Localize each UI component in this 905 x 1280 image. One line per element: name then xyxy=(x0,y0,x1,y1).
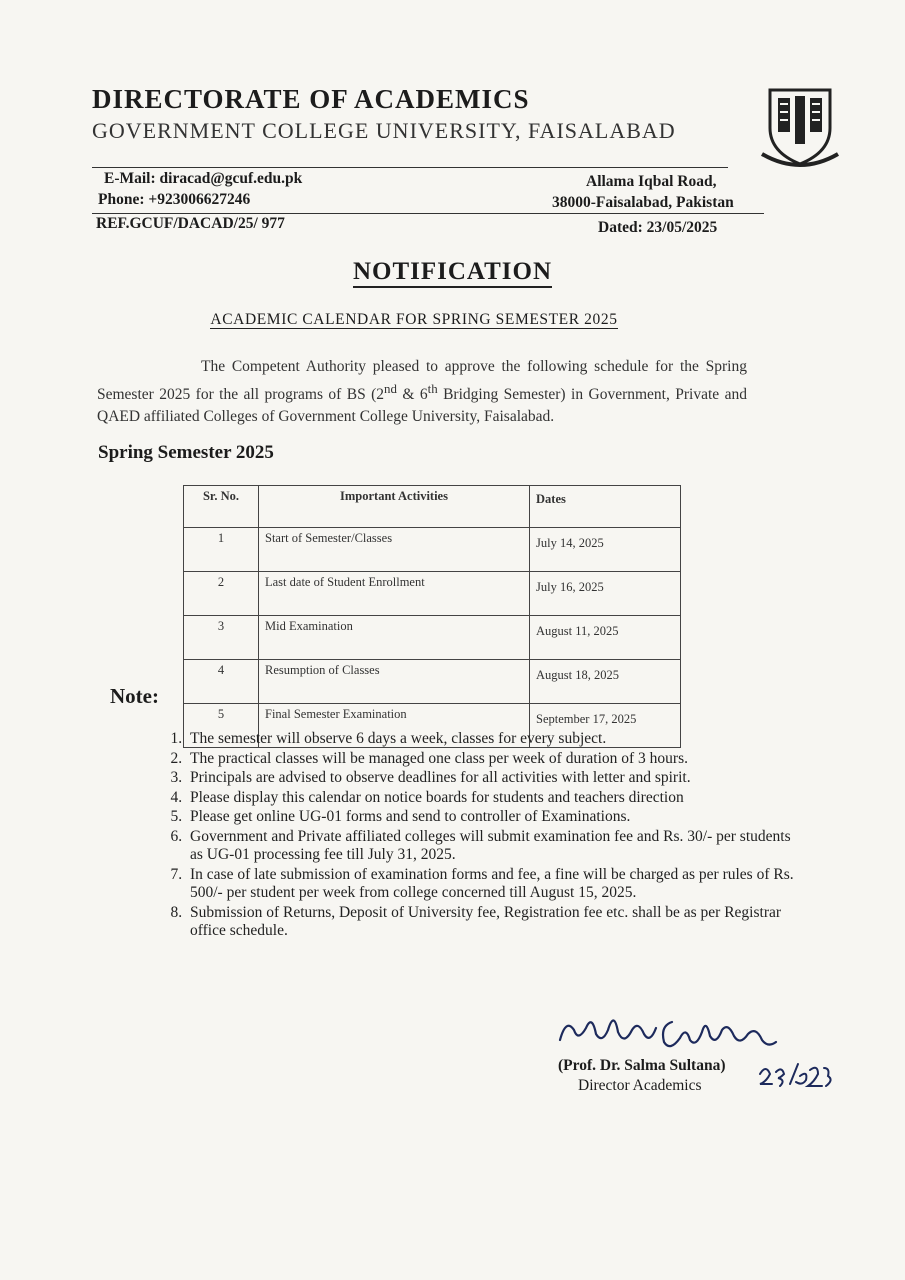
address-line-2: 38000-Faisalabad, Pakistan xyxy=(552,194,734,211)
date-cell: August 11, 2025 xyxy=(530,616,681,660)
university-crest-icon xyxy=(760,84,840,174)
column-header: Sr. No. xyxy=(184,486,259,528)
list-item: 6. Government and Private affiliated colleges will submit examination fee and Rs. 30/- per students as UG-01 processing fee till July 31, 2025. xyxy=(186,828,794,865)
column-header: Dates xyxy=(530,486,681,528)
header-rule-bottom xyxy=(92,213,764,214)
table-row xyxy=(184,528,681,572)
date-cell: July 16, 2025 xyxy=(530,572,681,616)
serial-cell: 4 xyxy=(184,660,259,704)
notification-body: The Competent Authority pleased to approve the following schedule for the Spring Semester 2025 for the all programs of BS (2nd & 6th Bridging Semester) in Government, Private and QAED affiliated Colleges of Government College University, Faisalabad. xyxy=(97,358,747,426)
notes-list xyxy=(160,730,794,942)
list-item: 7. In case of late submission of examination forms and fee, a fine will be charged as per rules of Rs. 500/- per student per week from college concerned till August 15, 2025. xyxy=(186,866,794,903)
address-line-1: Allama Iqbal Road, xyxy=(586,173,717,190)
activity-cell: Final Semester Examination xyxy=(259,704,530,748)
university-name: GOVERNMENT COLLEGE UNIVERSITY, FAISALABAD xyxy=(92,118,676,143)
table-row xyxy=(184,616,681,660)
serial-cell: 5 xyxy=(184,704,259,748)
serial-cell: 2 xyxy=(184,572,259,616)
table-row xyxy=(184,660,681,704)
note-heading: Note: xyxy=(110,684,159,708)
activity-cell: Resumption of Classes xyxy=(259,660,530,704)
dated: Dated: 23/05/2025 xyxy=(598,219,718,236)
email: E-Mail: diracad@gcuf.edu.pk xyxy=(104,170,303,187)
activity-cell: Start of Semester/Classes xyxy=(259,528,530,572)
handwritten-signature xyxy=(552,1000,782,1060)
notification-heading: NOTIFICATION xyxy=(0,258,905,286)
serial-cell: 1 xyxy=(184,528,259,572)
directorate-title: DIRECTORATE OF ACADEMICS xyxy=(92,84,530,114)
column-header: Important Activities xyxy=(259,486,530,528)
list-item: 5. Please get online UG-01 forms and send to controller of Examinations. xyxy=(186,808,794,827)
calendar-subheading: ACADEMIC CALENDAR FOR SPRING SEMESTER 2025 xyxy=(210,311,618,328)
header-rule-top xyxy=(92,167,728,168)
date-cell: September 17, 2025 xyxy=(530,704,681,748)
table-header-row xyxy=(184,486,681,528)
signatory-name: (Prof. Dr. Salma Sultana) xyxy=(558,1057,726,1074)
list-item: 8. Submission of Returns, Deposit of University fee, Registration fee etc. shall be as per Registrar office schedule. xyxy=(186,904,794,941)
signatory-title: Director Academics xyxy=(578,1077,702,1094)
semester-title: Spring Semester 2025 xyxy=(98,442,274,463)
activity-cell: Mid Examination xyxy=(259,616,530,660)
activity-cell: Last date of Student Enrollment xyxy=(259,572,530,616)
table-row xyxy=(184,572,681,616)
schedule-table xyxy=(183,485,681,748)
list-item: 2. The practical classes will be managed one class per week of duration of 3 hours. xyxy=(186,750,794,769)
reference-number: REF.GCUF/DACAD/25/ 977 xyxy=(96,215,285,232)
list-item: 3. Principals are advised to observe deadlines for all activities with letter and spirit. xyxy=(186,769,794,788)
list-item: 1. The semester will observe 6 days a week, classes for every subject. xyxy=(186,730,794,749)
handwritten-date xyxy=(756,1052,836,1092)
serial-cell: 3 xyxy=(184,616,259,660)
phone: Phone: +923006627246 xyxy=(98,191,251,208)
date-cell: August 18, 2025 xyxy=(530,660,681,704)
list-item: 4. Please display this calendar on notice boards for students and teachers direction xyxy=(186,789,794,808)
date-cell: July 14, 2025 xyxy=(530,528,681,572)
